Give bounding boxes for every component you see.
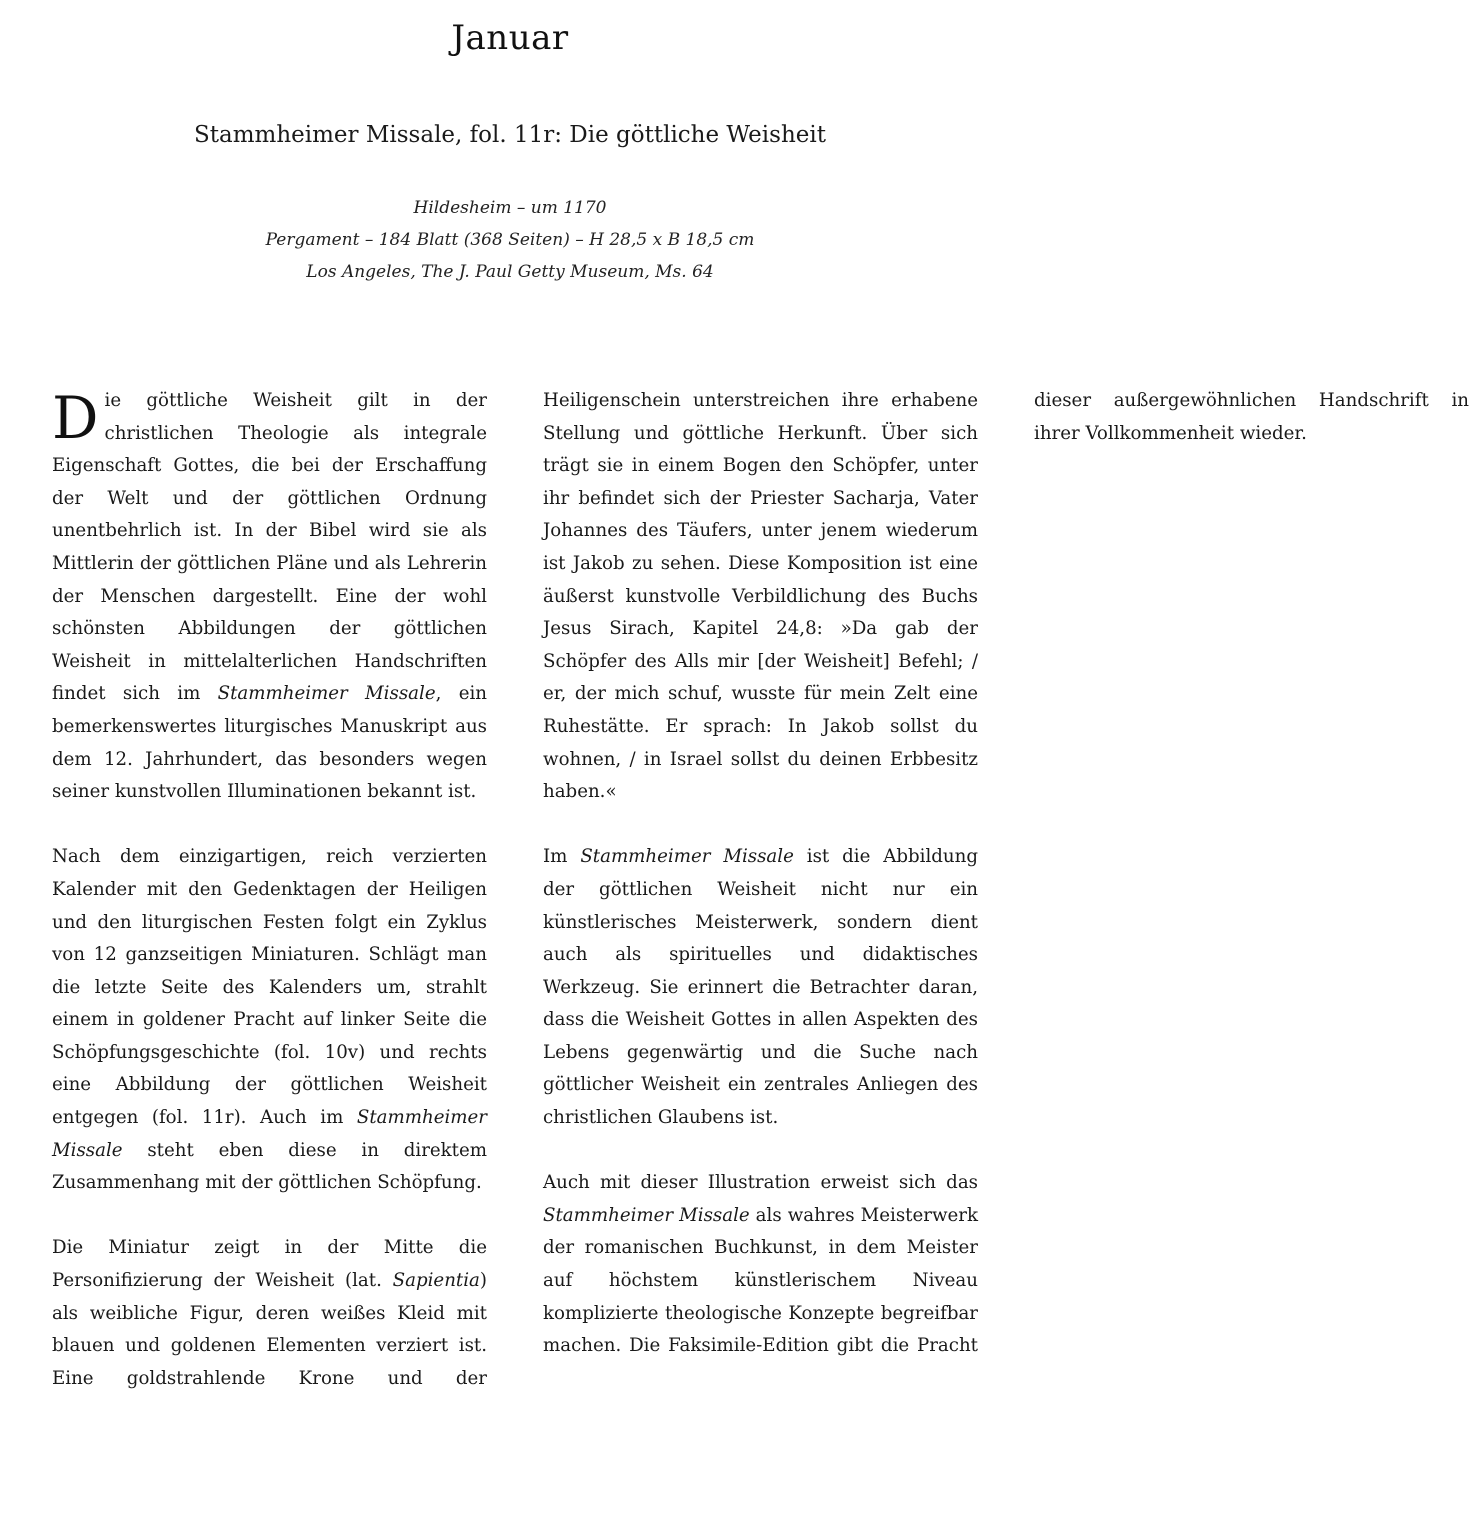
paragraph-3-text-b: ) als weibliche Figur, deren weißes Kleid mit blauen und goldenen Elementen verziert ist. Eine goldstrahlende Krone und der Heiligenschein unterstreichen ihre erhabene Stellung und göttliche Herkunft. Über sich trägt sie in einem Bogen den Schöpfer, unter ihr befindet sich der Priester Sacharja, Vater Johannes des Täufers, unter jenem wiederum ist Jakob zu sehen. Diese Komposition ist eine äußerst kunstvolle Verbildlichung des Buchs Jesus Sirach, Kapitel 24,8: »Da gab der Schöpfer des Alls mir [der Weisheit] Befehl; / er, der mich schuf, wusste für mein Zelt eine Ruhestätte. Er sprach: In Jakob sollst du wohnen, / in Israel sollst du deinen Erbbesitz haben.« xyxy=(52,390,978,1389)
paragraph-1-text-b: , ein bemerkenswertes liturgisches Manuskript aus dem 12. Jahrhundert, das besonders wegen seiner kunstvollen Illuminationen bekannt ist. xyxy=(52,683,487,803)
article-title: Stammheimer Missale, fol. 11r: Die göttliche Weisheit xyxy=(194,122,826,148)
paragraph-2-text-a: Nach dem einzigartigen, reich verzierten Kalender mit den Gedenktagen der Heiligen und den liturgischen Festen folgt ein Zyklus von 12 ganzseitigen Miniaturen. Schlägt man die letzte Seite des Kalenders um, strahlt einem in goldener Pracht auf linker Seite die Schöpfungsgeschichte (fol. 10v) und rechts eine Abbildung der göttlichen Weisheit entgegen (fol. 11r). Auch im xyxy=(52,846,487,1129)
paragraph-4-text-b: ist die Abbildung der göttlichen Weisheit nicht nur ein künstlerisches Meisterwerk, sondern dient auch als spirituelles und didaktisches Werkzeug. Sie erinnert die Betrachter daran, dass die Weisheit Gottes in allen Aspekten des Lebens gegenwärtig und die Suche nach göttlicher Weisheit ein zentrales Anliegen des christlichen Glaubens ist. xyxy=(543,846,978,1129)
paragraph-2-text-b: steht eben diese in direktem Zusammenhang mit der göttlichen Schöpfung. xyxy=(52,1139,487,1194)
paragraph-5-text-b: als wahres Meisterwerk der romanischen Buchkunst, in dem Meister auf höchstem künstlerischem Niveau komplizierte theologische Konzepte begreifbar machen. Die Faksimile-Edition gibt die Pracht dieser außergewöhnlichen Handschrift in ihrer Vollkommenheit wieder. xyxy=(543,390,1469,1357)
paragraph-2 xyxy=(52,841,487,1200)
meta-origin: Hildesheim – um 1170 xyxy=(413,198,607,218)
page-month-heading: Januar xyxy=(451,18,569,58)
article-body xyxy=(52,384,1469,1425)
paragraph-1-italic: Stammheimer Missale xyxy=(217,683,436,705)
drop-cap: D xyxy=(52,384,99,452)
paragraph-4-text-a: Im xyxy=(543,846,581,868)
manuscript-metadata xyxy=(0,192,1020,288)
paragraph-1 xyxy=(52,385,487,809)
paragraph-1-text-a: ie göttliche Weisheit gilt in der christlichen Theologie als integrale Eigenschaft Gottes, die bei der Erschaffung der Welt und der göttlichen Ordnung unentbehrlich ist. In der Bibel wird sie als Mittlerin der göttlichen Pläne und als Lehrerin der Menschen dargestellt. Eine der wohl schönsten Abbildungen der göttlichen Weisheit in mittelalterlichen Handschriften findet sich im xyxy=(52,390,487,705)
paragraph-2-italic: Stammheimer Missale xyxy=(52,1107,487,1161)
paragraph-5-italic: Stammheimer Missale xyxy=(543,1204,750,1226)
paragraph-4 xyxy=(543,841,978,1134)
paragraph-3-text-a: Die Miniatur zeigt in der Mitte die Personifizierung der Weisheit (lat. xyxy=(52,1237,487,1292)
paragraph-3-italic: Sapientia xyxy=(392,1270,480,1292)
paragraph-4-italic: Stammheimer Missale xyxy=(580,846,794,868)
meta-location: Los Angeles, The J. Paul Getty Museum, Ms. 64 xyxy=(306,262,714,282)
meta-material: Pergament – 184 Blatt (368 Seiten) – H 28,5 x B 18,5 cm xyxy=(265,230,755,250)
paragraph-5-text-a: Auch mit dieser Illustration erweist sich das xyxy=(543,1172,978,1194)
